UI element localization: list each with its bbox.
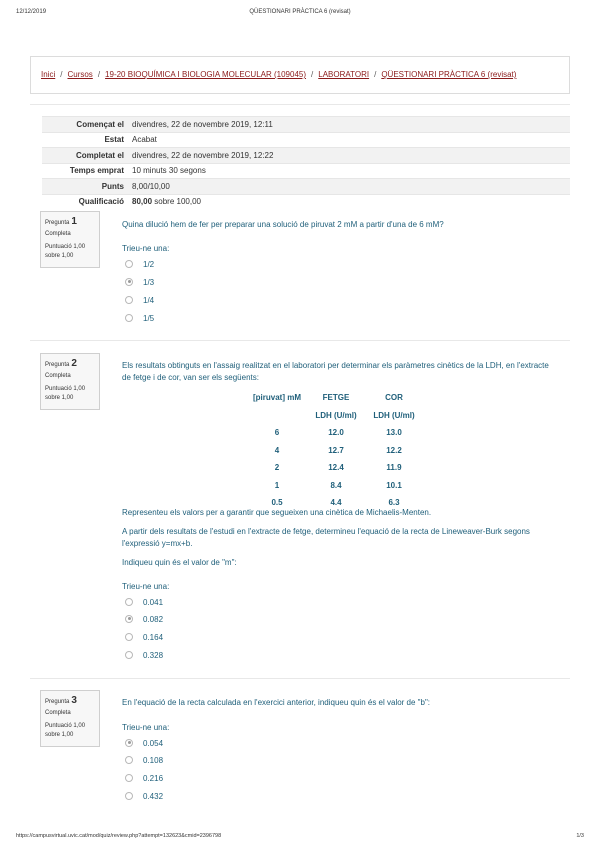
table-cell: 2	[274, 463, 280, 473]
table-cell: 6	[274, 428, 280, 438]
summary-value: divendres, 22 de novembre 2019, 12:11	[128, 117, 570, 133]
radio-button[interactable]	[125, 296, 133, 304]
breadcrumb-section[interactable]: LABORATORI	[318, 70, 370, 79]
table-cell: 12.7	[328, 445, 344, 455]
question-3-info	[40, 690, 100, 747]
summary-row	[42, 148, 570, 164]
question-status: Completa	[45, 373, 71, 379]
question-2-paragraph: Representeu els valors per a garantir que segueixen una cinètica de Michaelis-Menten.	[122, 508, 432, 517]
summary-row	[42, 117, 570, 133]
answer-option[interactable]	[125, 278, 154, 288]
option-label: 1/2	[143, 260, 155, 269]
answer-option[interactable]	[125, 651, 163, 661]
table-cell: 1	[274, 480, 280, 490]
summary-value: Acabat	[128, 132, 570, 148]
print-url: https://campusvirtual.uvic.cat/mod/quiz/review.php?attempt=132623&cmid=2396798	[16, 833, 222, 839]
question-number-value: 1	[71, 216, 77, 227]
radio-button[interactable]	[125, 314, 133, 322]
breadcrumb-courses[interactable]: Cursos	[67, 70, 93, 79]
print-page-number: 1/3	[576, 833, 584, 839]
summary-row	[42, 194, 570, 209]
option-label: 0.041	[143, 598, 164, 607]
option-label: 1/5	[143, 314, 155, 323]
option-label: 0.164	[143, 633, 164, 642]
radio-button[interactable]	[125, 774, 133, 782]
breadcrumb	[41, 70, 516, 79]
question-2-info	[40, 353, 100, 410]
breadcrumb-separator: /	[374, 70, 377, 79]
question-2-prompt: Indiqueu quin és el valor de "m":	[122, 558, 237, 567]
radio-button[interactable]	[125, 756, 133, 764]
table-row	[247, 459, 423, 477]
summary-label: Completat el	[42, 148, 128, 164]
summary-value: 8,00/10,00	[128, 179, 570, 195]
question-divider	[30, 678, 570, 679]
summary-label: Qualificació	[42, 194, 128, 209]
table-cell: 8.4	[330, 480, 342, 490]
answer-option[interactable]	[125, 633, 163, 643]
table-cell: 11.9	[386, 463, 402, 473]
table-row	[247, 442, 423, 460]
question-prefix: Pregunta	[45, 699, 70, 705]
summary-value	[128, 194, 570, 209]
question-3-text: En l'equació de la recta calculada en l'exercici anterior, indiqueu quin és el valor de "b":	[122, 698, 431, 707]
answer-option[interactable]	[125, 739, 163, 749]
answer-prompt: Trieu-ne una:	[122, 582, 170, 591]
question-mark: Puntuació 1,00 sobre 1,00	[45, 244, 86, 259]
summary-label: Estat	[42, 132, 128, 148]
print-title: QÜESTIONARI PRÀCTICA 6 (revisat)	[249, 9, 351, 15]
table-cell: 4	[274, 445, 280, 455]
answer-prompt: Trieu-ne una:	[122, 244, 170, 253]
answer-option[interactable]	[125, 756, 163, 766]
kinetics-data-table	[247, 389, 423, 512]
breadcrumb-quiz[interactable]: QÜESTIONARI PRÀCTICA 6 (revisat)	[381, 70, 517, 79]
radio-button[interactable]	[125, 633, 133, 641]
radio-button[interactable]	[125, 651, 133, 659]
radio-button-selected[interactable]	[125, 615, 133, 623]
print-date: 12/12/2019	[16, 9, 47, 15]
option-label: 0.216	[143, 774, 164, 783]
table-subheader-row	[247, 407, 423, 425]
option-label: 0.082	[143, 615, 164, 624]
table-cell: 4.4	[330, 498, 342, 508]
question-number	[45, 695, 95, 706]
summary-label: Punts	[42, 179, 128, 195]
table-cell: 10.1	[386, 480, 402, 490]
table-cell: 6.3	[388, 498, 400, 508]
answer-option[interactable]	[125, 296, 154, 306]
breadcrumb-separator: /	[311, 70, 314, 79]
question-1-info	[40, 211, 100, 268]
question-mark: Puntuació 1,00 sobre 1,00	[45, 386, 86, 401]
table-cell: 13.0	[386, 428, 402, 438]
question-1-text: Quina dilució hem de fer per preparar una solució de piruvat 2 mM a partir d'una de 6 mM?	[122, 220, 444, 229]
radio-button[interactable]	[125, 792, 133, 800]
question-prefix: Pregunta	[45, 362, 70, 368]
table-subheader: LDH (U/ml)	[315, 410, 357, 420]
table-subheader	[247, 407, 307, 425]
question-number	[45, 216, 95, 227]
answer-option[interactable]	[125, 598, 163, 608]
answer-option[interactable]	[125, 260, 154, 270]
breadcrumb-separator: /	[60, 70, 63, 79]
summary-row	[42, 179, 570, 195]
question-number-value: 2	[71, 358, 77, 369]
answer-option[interactable]	[125, 314, 154, 324]
table-cell: 12.0	[328, 428, 344, 438]
content-top-border	[30, 104, 570, 105]
table-header: [piruvat] mM	[253, 393, 301, 403]
table-row	[247, 477, 423, 495]
question-mark: Puntuació 1,00 sobre 1,00	[45, 723, 86, 738]
summary-row	[42, 132, 570, 148]
summary-label: Començat el	[42, 117, 128, 133]
breadcrumb-course[interactable]: 19-20 BIOQUÍMICA I BIOLOGIA MOLECULAR (109045)	[105, 70, 307, 79]
summary-row	[42, 163, 570, 179]
table-header: COR	[385, 393, 403, 403]
option-label: 0.108	[143, 756, 164, 765]
option-label: 1/3	[143, 278, 155, 287]
question-status: Completa	[45, 231, 71, 237]
radio-button[interactable]	[125, 260, 133, 268]
radio-button[interactable]	[125, 598, 133, 606]
table-header-row	[247, 389, 423, 407]
breadcrumb-box	[30, 56, 570, 94]
table-cell: 0.5	[271, 498, 283, 508]
question-divider	[30, 340, 570, 341]
answer-option[interactable]	[125, 615, 163, 625]
option-label: 0.054	[143, 739, 164, 748]
answer-option[interactable]	[125, 774, 163, 784]
question-2-paragraph: A partir dels resultats de l'estudi en l'extracte de fetge, determineu l'equació de la recta de Lineweaver-Burk segons l'expressió y=mx+b.	[122, 527, 530, 548]
table-row	[247, 424, 423, 442]
grade-total: sobre 100,00	[154, 197, 201, 207]
radio-button-selected[interactable]	[125, 739, 133, 747]
table-header: FETGE	[322, 393, 350, 403]
question-prefix: Pregunta	[45, 220, 70, 226]
answer-prompt: Trieu-ne una:	[122, 723, 170, 732]
table-subheader: LDH (U/ml)	[373, 410, 415, 420]
summary-value: 10 minuts 30 segons	[128, 163, 570, 179]
breadcrumb-home[interactable]: Inici	[41, 70, 56, 79]
option-label: 0.432	[143, 792, 164, 801]
summary-label: Temps emprat	[42, 163, 128, 179]
radio-button-selected[interactable]	[125, 278, 133, 286]
question-number-value: 3	[71, 695, 77, 706]
grade-value: 80,00	[132, 197, 153, 207]
breadcrumb-separator: /	[97, 70, 101, 79]
summary-value: divendres, 22 de novembre 2019, 12:22	[128, 148, 570, 164]
table-cell: 12.2	[386, 445, 402, 455]
question-status: Completa	[45, 710, 71, 716]
answer-option[interactable]	[125, 792, 163, 802]
question-number	[45, 358, 95, 369]
option-label: 0.328	[143, 651, 164, 660]
question-2-intro: Els resultats obtinguts en l'assaig realitzat en el laboratori per determinar els paràmetres cinètics de la LDH, en l'extracte de fetge i de cor, van ser els següents:	[122, 361, 549, 382]
option-label: 1/4	[143, 296, 155, 305]
table-cell: 12.4	[328, 463, 344, 473]
attempt-summary	[42, 116, 570, 209]
